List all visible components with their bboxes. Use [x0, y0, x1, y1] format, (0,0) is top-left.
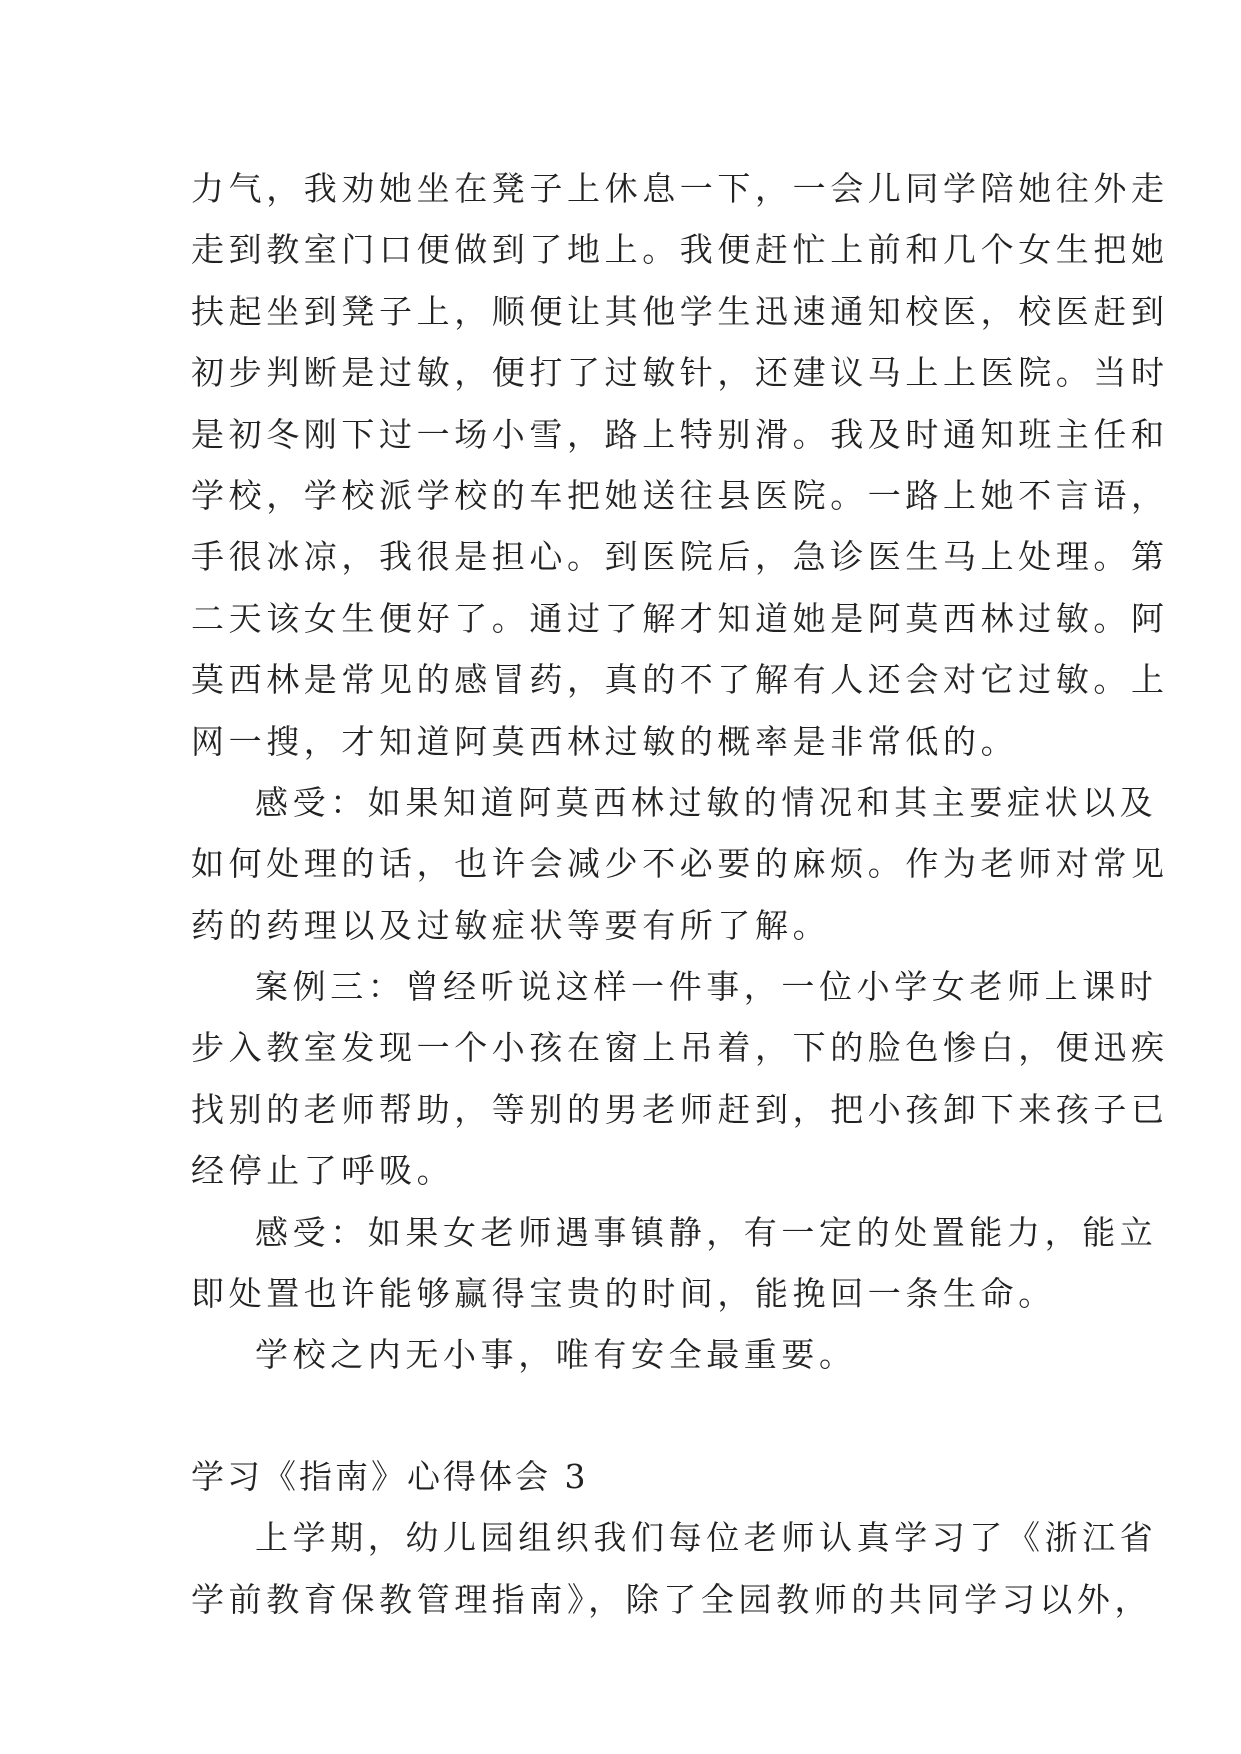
paragraph-line: 网一搜，才知道阿莫西林过敏的概率是非常低的。 [191, 721, 1019, 761]
section-title: 学习《指南》心得体会 3 [191, 1456, 589, 1496]
paragraph-line: 药的药理以及过敏症状等要有所了解。 [191, 905, 831, 945]
paragraph-line: 力气，我劝她坐在凳子上休息一下，一会儿同学陪她往外走 [191, 169, 1169, 208]
paragraph-line: 找别的老师帮助，等别的男老师赶到，把小孩卸下来孩子已 [191, 1089, 1169, 1129]
paragraph-line: 步入教室发现一个小孩在窗上吊着，下的脸色惨白，便迅疾 [191, 1028, 1169, 1068]
paragraph-line: 走到教室门口便做到了地上。我便赶忙上前和几个女生把她 [191, 230, 1169, 270]
paragraph-line: 扶起坐到凳子上，顺便让其他学生迅速通知校医，校医赶到 [191, 291, 1169, 331]
paragraph-line: 学校，学校派学校的车把她送往县医院。一路上她不言语， [191, 475, 1169, 515]
document-body [191, 158, 1169, 1630]
paragraph-line: 学前教育保教管理指南》，除了全园教师的共同学习以外， [191, 1579, 1153, 1619]
paragraph-line: 经停止了呼吸。 [191, 1151, 455, 1191]
paragraph-line: 即处置也许能够赢得宝贵的时间，能挽回一条生命。 [191, 1274, 1056, 1314]
paragraph-line: 莫西林是常见的感冒药，真的不了解有人还会对它过敏。上 [191, 660, 1169, 700]
paragraph-line: 是初冬刚下过一场小雪，路上特别滑。我及时通知班主任和 [191, 414, 1169, 454]
paragraph-line: 案例三：曾经听说这样一件事，一位小学女老师上课时 [255, 967, 1158, 1007]
paragraph-line: 学校之内无小事，唯有安全最重要。 [255, 1335, 857, 1375]
section-gap [191, 1386, 1051, 1446]
paragraph-line: 如何处理的话，也许会减少不必要的麻烦。作为老师对常见 [191, 844, 1169, 884]
paragraph-line: 手很冰凉，我很是担心。到医院后，急诊医生马上处理。第 [191, 537, 1169, 577]
paragraph-line: 初步判断是过敏，便打了过敏针，还建议马上上医院。当时 [191, 353, 1169, 393]
paragraph-line: 感受：如果女老师遇事镇静，有一定的处置能力，能立 [255, 1212, 1158, 1252]
paragraph-line: 二天该女生便好了。通过了解才知道她是阿莫西林过敏。阿 [191, 598, 1169, 638]
paragraph-line: 感受：如果知道阿莫西林过敏的情况和其主要症状以及 [255, 782, 1158, 822]
paragraph-line: 上学期，幼儿园组织我们每位老师认真学习了《浙江省 [255, 1518, 1158, 1558]
